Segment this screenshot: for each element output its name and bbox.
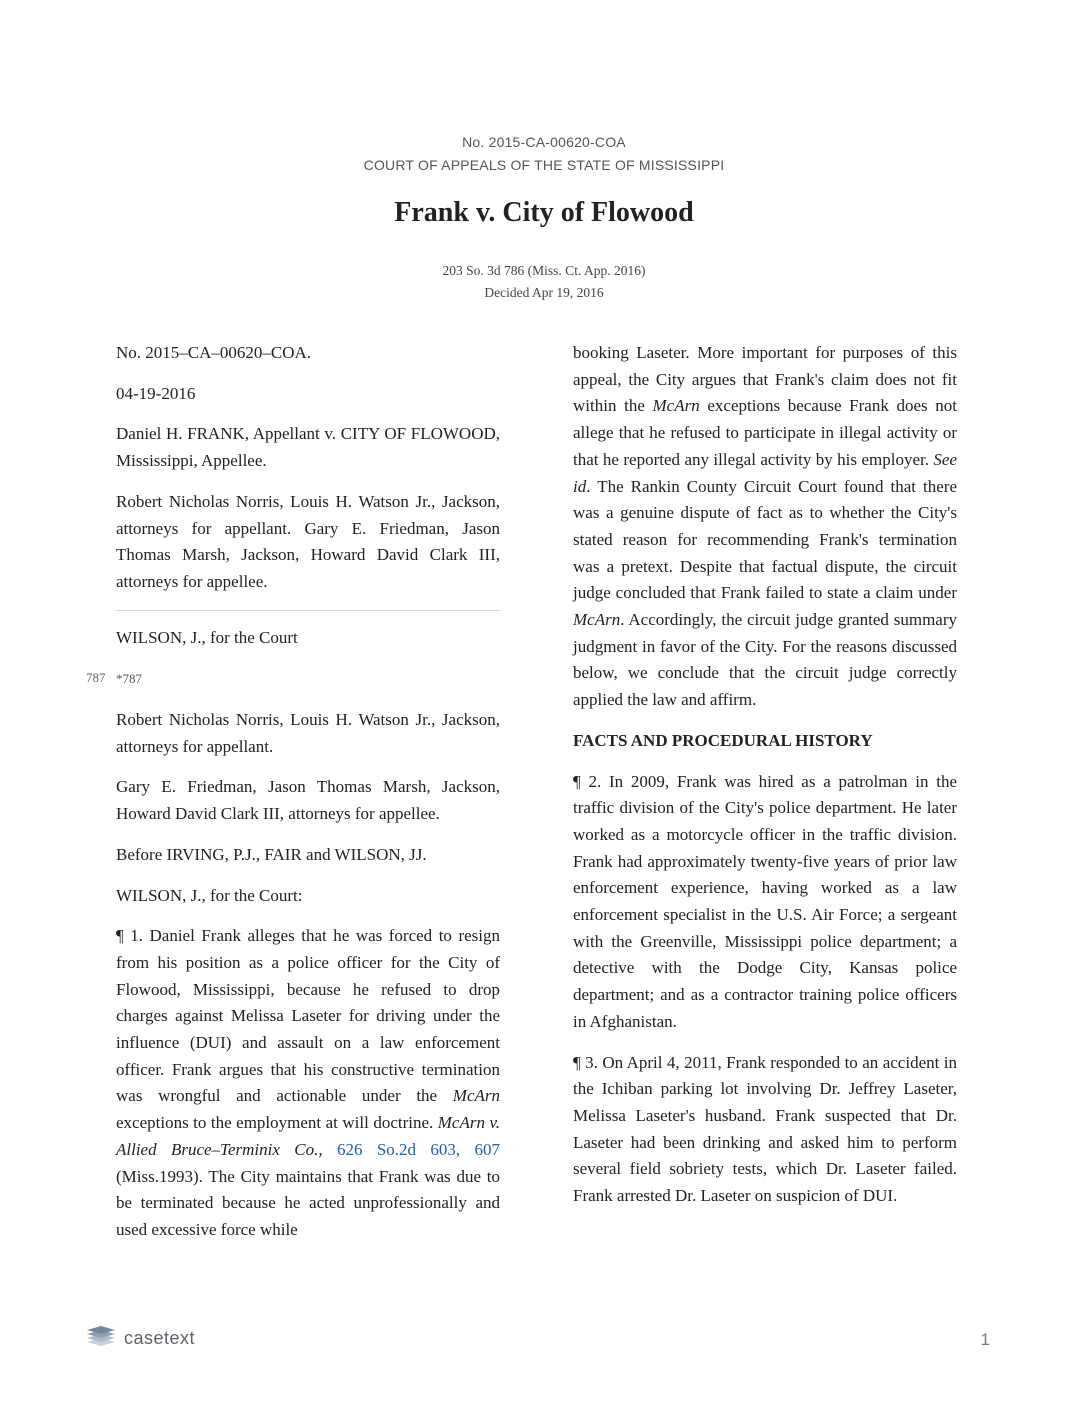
case-title: Frank v. City of Flowood xyxy=(394,197,694,228)
p1c-text-d: . Accordingly, the circuit judge granted summary judgment in favor of the City. For the reasons discussed below, we conclude that the circuit judge correctly applied the law and affirm. xyxy=(573,610,957,710)
star-page-row xyxy=(86,665,500,693)
p1c-mcarn-1: McArn xyxy=(652,396,700,416)
paragraph-1-continued xyxy=(573,340,957,714)
judge-line: WILSON, J., for the Court xyxy=(116,627,298,647)
case-citation: 203 So. 3d 786 (Miss. Ct. App. 2016) xyxy=(442,263,646,278)
paragraph-3: ¶ 3. On April 4, 2011, Frank responded to an accident in the Ichiban parking lot involving Dr. Jeffrey Laseter, Melissa Laseter's husband. Frank suspected that Dr. Laseter had been drinking and asked him to perform several field sobriety tests, which Dr. Laseter failed. Frank arrested Dr. Laseter on suspicion of DUI. xyxy=(573,1052,957,1206)
p1c-see-id: See id xyxy=(573,449,957,496)
counsel-summary: Robert Nicholas Norris, Louis H. Watson Jr., Jackson, attorneys for appellant. Gary E. Friedman, Jason Thomas Marsh, Jackson, Howard David Clark III, attorneys for appellee. xyxy=(116,491,500,591)
court-name: COURT OF APPEALS OF THE STATE OF MISSISSIPPI xyxy=(363,157,725,173)
casetext-stack-icon xyxy=(86,1324,116,1353)
p1c-text-a: booking Laseter. More important for purposes of this appeal, the City argues that Frank's claim does not fit within the xyxy=(573,343,957,416)
docket-number: No. 2015-CA-00620-COA xyxy=(462,134,626,150)
p1c-text-c: . The Rankin County Circuit Court found that there was a genuine dispute of fact as to whether the City's stated reason for recommending Frank's termination was a pretext. Despite that factual dispute, the circuit judge concluded that Frank failed to state a claim under xyxy=(573,476,957,603)
p1-case-name: McArn v. Allied Bruce–Terminix Co., xyxy=(116,1113,500,1159)
appellee-counsel: Gary E. Friedman, Jason Thomas Marsh, Jackson, Howard David Clark III, attorneys for appellee. xyxy=(116,777,500,824)
paragraph-2: ¶ 2. In 2009, Frank was hired as a patrolman in the traffic division of the City's police department. He later worked as a motorcycle officer in the traffic division. Frank had approximately twenty-five years of prior law enforcement experience, having worked as a law enforcement specialist in the U.S. Air Force; a sergeant with the Greenville, Mississippi police department; a detective with the Dodge City, Kansas police department; and as a contractor training police officers in Afghanistan. xyxy=(573,771,957,1031)
logo-text: casetext xyxy=(124,1328,196,1348)
p1-text-a: ¶ 1. Daniel Frank alleges that he was forced to resign from his position as a police officer for the City of Flowood, Mississippi, because he refused to drop charges against Melissa Laseter for driving under the influence (DUI) and assault on a law enforcement officer. Frank argues that his constructive termination was wrongful and actionable under the xyxy=(116,926,500,1106)
date-line: 04-19-2016 xyxy=(116,383,196,403)
page-number: 1 xyxy=(980,1330,990,1349)
p1-space xyxy=(323,1140,337,1159)
p1-text-c: (Miss.1993). The City maintains that Frank was due to be terminated because he acted unprofessionally and used excessive force while xyxy=(116,1166,500,1239)
left-column xyxy=(86,340,500,1258)
docket-line: No. 2015–CA–00620–COA. xyxy=(116,343,312,362)
citation-link[interactable]: 626 So.2d 603, 607 xyxy=(336,1139,500,1159)
divider xyxy=(116,610,500,611)
paragraph-1 xyxy=(116,923,500,1243)
panel-line: Before IRVING, P.J., FAIR and WILSON, JJ. xyxy=(116,844,427,864)
star-page: *787 xyxy=(116,671,142,687)
p1c-text-b: exceptions because Frank does not allege that he refused to participate in illegal activity or that he reported any illegal activity by his employer. xyxy=(573,396,958,469)
right-column xyxy=(573,340,957,1224)
appellant-counsel: Robert Nicholas Norris, Louis H. Watson Jr., Jackson, attorneys for appellant. xyxy=(116,710,500,756)
casetext-logo[interactable] xyxy=(86,1324,195,1353)
p1-mcarn: McArn xyxy=(452,1086,500,1106)
p1c-mcarn-2: McArn xyxy=(573,610,621,630)
page-marker: 787 xyxy=(86,670,106,686)
section-heading: FACTS AND PROCEDURAL HISTORY xyxy=(573,730,873,750)
decided-date: Decided Apr 19, 2016 xyxy=(484,285,604,300)
p1-text-b: exceptions to the employment at will doctrine. xyxy=(116,1113,438,1133)
parties: Daniel H. FRANK, Appellant v. CITY OF FLOWOOD, Mississippi, Appellee. xyxy=(116,424,500,471)
opinion-author: WILSON, J., for the Court: xyxy=(116,885,303,905)
